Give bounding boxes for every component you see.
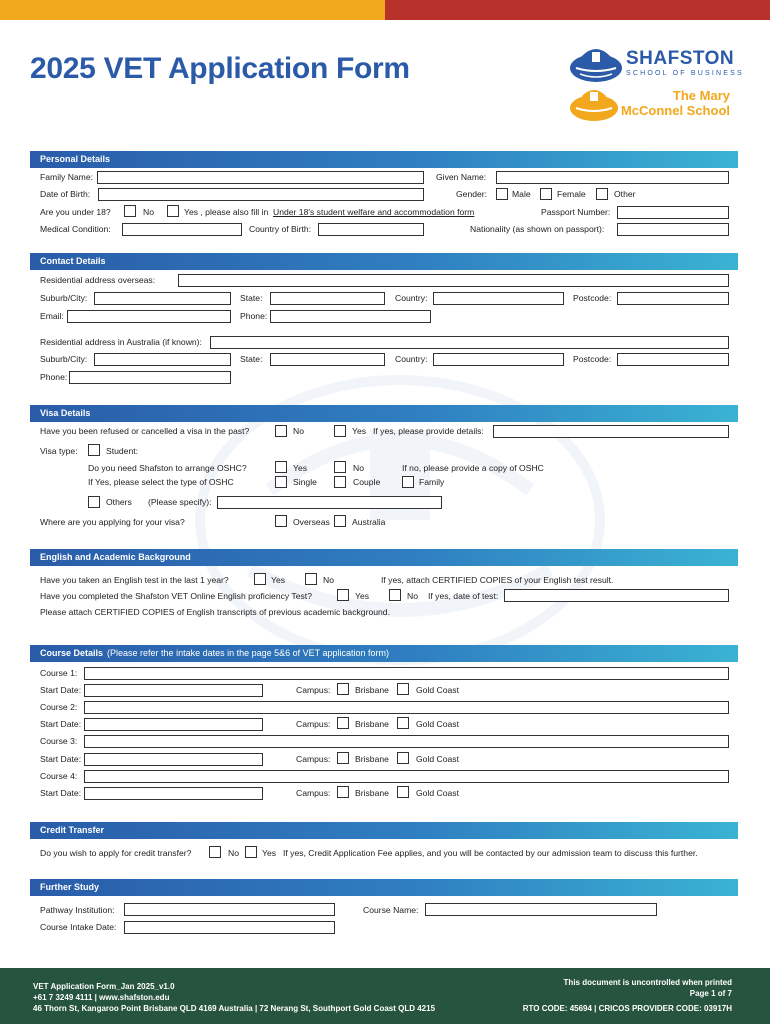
suburb-field[interactable] [94,292,231,305]
online-test-date-field[interactable] [504,589,729,602]
english-attach-label: If yes, attach CERTIFIED COPIES of your English test result. [381,575,614,585]
footer [0,968,770,1024]
course-section-note: (Please refer the intake dates in the page 5&6 of VET application form) [107,648,390,658]
country-birth-field[interactable] [318,223,424,236]
postcode-au-field[interactable] [617,353,729,366]
visa-refused-details-field[interactable] [493,425,729,438]
postcode-au-label: Postcode: [573,354,612,364]
shafston-crest-icon [568,44,624,84]
course-section-title: Course Details [40,648,104,658]
section-course-details [30,645,738,662]
brand-name: SHAFSTON [626,48,735,69]
nationality-field[interactable] [617,223,729,236]
credit-note-label: If yes, Credit Application Fee applies, and you will be contacted by our admission team to discuss this further. [283,848,698,858]
course-2-start-field[interactable] [84,718,263,731]
medical-field[interactable] [122,223,242,236]
top-accent-bar-orange [0,0,385,20]
country-birth-label: Country of Birth: [249,224,312,234]
phone-field[interactable] [270,310,431,323]
online-test-no-label: No [407,591,418,601]
section-contact-details: Contact Details [30,253,738,270]
section-visa-details: Visa Details [30,405,738,422]
phone-au-field[interactable] [69,371,231,384]
visa-australia-label: Australia [352,517,386,527]
oshc-copy-label: If no, please provide a copy of OSHC [402,463,544,473]
visa-others-checkbox[interactable] [88,496,100,508]
visa-student-label: Student: [106,446,139,456]
course-4-campus-label: Campus: [296,788,331,798]
under18-no-label: No [143,207,154,217]
passport-label: Passport Number: [541,207,611,217]
visa-refused-yes-checkbox[interactable] [334,425,346,437]
english-test-label: Have you taken an English test in the last 1 year? [40,575,229,585]
credit-no-checkbox[interactable] [209,846,221,858]
brand-tagline: SCHOOL OF BUSINESS [626,70,744,77]
pathway-label: Pathway Institution: [40,905,115,915]
course-4-start-label: Start Date: [40,788,82,798]
oshc-no-checkbox[interactable] [334,461,346,473]
under18-yes-checkbox[interactable] [167,205,179,217]
visa-refused-no-checkbox[interactable] [275,425,287,437]
given-name-label: Given Name: [436,172,487,182]
medical-label: Medical Condition: [40,224,111,234]
course-4-brisbane-checkbox[interactable] [337,786,349,798]
course-3-campus-label: Campus: [296,754,331,764]
course-name-field[interactable] [425,903,657,916]
course-2-brisbane-checkbox[interactable] [337,717,349,729]
course-2-goldcoast-checkbox[interactable] [397,717,409,729]
online-test-date-label: If yes, date of test: [428,591,499,601]
oshc-yes-checkbox[interactable] [275,461,287,473]
course-4-goldcoast-checkbox[interactable] [397,786,409,798]
visa-refused-details-label: If yes, please provide details: [373,426,484,436]
gender-male-label: Male [512,189,531,199]
under18-no-checkbox[interactable] [124,205,136,217]
english-test-yes-checkbox[interactable] [254,573,266,585]
course-4-start-field[interactable] [84,787,263,800]
oshc-type-label: If Yes, please select the type of OSHC [88,477,234,487]
oshc-couple-label: Couple [353,477,381,487]
phone-label: Phone: [240,311,268,321]
shafston-logo [568,44,744,84]
email-label: Email: [40,311,64,321]
credit-question-label: Do you wish to apply for credit transfer? [40,848,192,858]
under18-yes-label: Yes , please also fill in [184,207,269,217]
intake-field[interactable] [124,921,335,934]
gender-female-checkbox[interactable] [540,188,552,200]
state-au-label: State: [240,354,263,364]
footer-page-number: Page 1 of 7 [689,989,732,998]
mary-mcconnel-crest-icon [568,86,620,122]
given-name-field[interactable] [496,171,729,184]
res-overseas-label: Residential address overseas: [40,275,156,285]
course-1-goldcoast-checkbox[interactable] [397,683,409,695]
footer-contact: +61 7 3249 4111 | www.shafston.edu [33,993,170,1002]
intake-label: Course Intake Date: [40,922,117,932]
gender-female-label: Female [557,189,586,199]
credit-yes-label: Yes [262,848,277,858]
country-label: Country: [395,293,428,303]
res-australia-field[interactable] [210,336,729,349]
course-3-goldcoast-label: Gold Coast [416,754,459,764]
course-4-field[interactable] [84,770,729,783]
country-au-field[interactable] [433,353,564,366]
course-2-goldcoast-label: Gold Coast [416,719,459,729]
oshc-single-checkbox[interactable] [275,476,287,488]
course-4-goldcoast-label: Gold Coast [416,788,459,798]
passport-field[interactable] [617,206,729,219]
suburb-au-label: Suburb/City: [40,354,88,364]
course-3-start-label: Start Date: [40,754,82,764]
oshc-single-label: Single [293,477,317,487]
family-name-field[interactable] [97,171,424,184]
footer-uncontrolled: This document is uncontrolled when printed [563,978,732,987]
footer-codes: RTO CODE: 45694 | CRICOS PROVIDER CODE: 03917H [522,1004,732,1013]
visa-australia-checkbox[interactable] [334,515,346,527]
res-overseas-field[interactable] [178,274,729,287]
page-title: 2025 VET Application Form [30,52,410,85]
visa-overseas-checkbox[interactable] [275,515,287,527]
mary-mcconnel-logo [568,86,738,122]
postcode-label: Postcode: [573,293,612,303]
suburb-au-field[interactable] [94,353,231,366]
course-3-label: Course 3: [40,736,78,746]
visa-type-label: Visa type: [40,446,78,456]
under18-form-link[interactable]: Under 18's student welfare and accommodation form [273,207,475,217]
course-1-campus-label: Campus: [296,685,331,695]
course-4-brisbane-label: Brisbane [355,788,389,798]
section-personal-details: Personal Details [30,151,738,168]
course-2-campus-label: Campus: [296,719,331,729]
visa-others-label: Others [106,497,132,507]
dob-label: Date of Birth: [40,189,91,199]
course-1-start-label: Start Date: [40,685,82,695]
section-english-background: English and Academic Background [30,549,738,566]
online-test-yes-checkbox[interactable] [337,589,349,601]
gender-label: Gender: [456,189,488,199]
course-1-field[interactable] [84,667,729,680]
visa-refused-label: Have you been refused or cancelled a visa in the past? [40,426,250,436]
footer-form-version: VET Application Form_Jan 2025_v1.0 [33,982,175,991]
gender-male-checkbox[interactable] [496,188,508,200]
state-au-field[interactable] [270,353,385,366]
phone-au-label: Phone: [40,372,68,382]
gender-other-label: Other [614,189,636,199]
state-field[interactable] [270,292,385,305]
visa-refused-no-label: No [293,426,304,436]
top-accent-bar-red [385,0,770,20]
oshc-no-label: No [353,463,364,473]
visa-refused-yes-label: Yes [352,426,367,436]
online-test-yes-label: Yes [355,591,370,601]
transcripts-label: Please attach CERTIFIED COPIES of English transcripts of previous academic background. [40,607,390,617]
course-3-start-field[interactable] [84,753,263,766]
under18-label: Are you under 18? [40,207,111,217]
section-credit-transfer: Credit Transfer [30,822,738,839]
pathway-field[interactable] [124,903,335,916]
country-field[interactable] [433,292,564,305]
oshc-family-label: Family [419,477,445,487]
course-3-brisbane-label: Brisbane [355,754,389,764]
visa-where-label: Where are you applying for your visa? [40,517,185,527]
res-australia-label: Residential address in Australia (if known): [40,337,202,347]
course-1-goldcoast-label: Gold Coast [416,685,459,695]
email-field[interactable] [67,310,231,323]
visa-specify-label: (Please specify): [148,497,212,507]
english-test-yes-label: Yes [271,575,286,585]
school-name-line1: The Mary [672,88,730,103]
gender-other-checkbox[interactable] [596,188,608,200]
course-2-start-label: Start Date: [40,719,82,729]
course-3-goldcoast-checkbox[interactable] [397,752,409,764]
oshc-family-checkbox[interactable] [402,476,414,488]
family-name-label: Family Name: [40,172,94,182]
school-name-line2: McConnel School [620,103,730,118]
postcode-field[interactable] [617,292,729,305]
course-1-start-field[interactable] [84,684,263,697]
english-test-no-checkbox[interactable] [305,573,317,585]
visa-student-checkbox[interactable] [88,444,100,456]
nationality-label: Nationality (as shown on passport): [470,224,605,234]
online-test-label: Have you completed the Shafston VET Online English proficiency Test? [40,591,312,601]
credit-yes-checkbox[interactable] [245,846,257,858]
section-further-study: Further Study [30,879,738,896]
visa-overseas-label: Overseas [293,517,330,527]
course-3-field[interactable] [84,735,729,748]
country-au-label: Country: [395,354,428,364]
credit-no-label: No [228,848,239,858]
state-label: State: [240,293,263,303]
suburb-label: Suburb/City: [40,293,88,303]
online-test-no-checkbox[interactable] [389,589,401,601]
course-3-brisbane-checkbox[interactable] [337,752,349,764]
oshc-couple-checkbox[interactable] [334,476,346,488]
dob-field[interactable] [98,188,424,201]
course-1-brisbane-checkbox[interactable] [337,683,349,695]
course-name-label: Course Name: [363,905,419,915]
visa-specify-field[interactable] [217,496,442,509]
course-2-brisbane-label: Brisbane [355,719,389,729]
course-4-label: Course 4: [40,771,78,781]
course-1-brisbane-label: Brisbane [355,685,389,695]
english-test-no-label: No [323,575,334,585]
footer-address: 46 Thorn St, Kangaroo Point Brisbane QLD 4169 Australia | 72 Nerang St, Southport Gold Coast QLD 4215 [33,1004,436,1013]
course-2-label: Course 2: [40,702,78,712]
oshc-question-label: Do you need Shafston to arrange OSHC? [88,463,247,473]
course-2-field[interactable] [84,701,729,714]
oshc-yes-label: Yes [293,463,308,473]
course-1-label: Course 1: [40,668,78,678]
